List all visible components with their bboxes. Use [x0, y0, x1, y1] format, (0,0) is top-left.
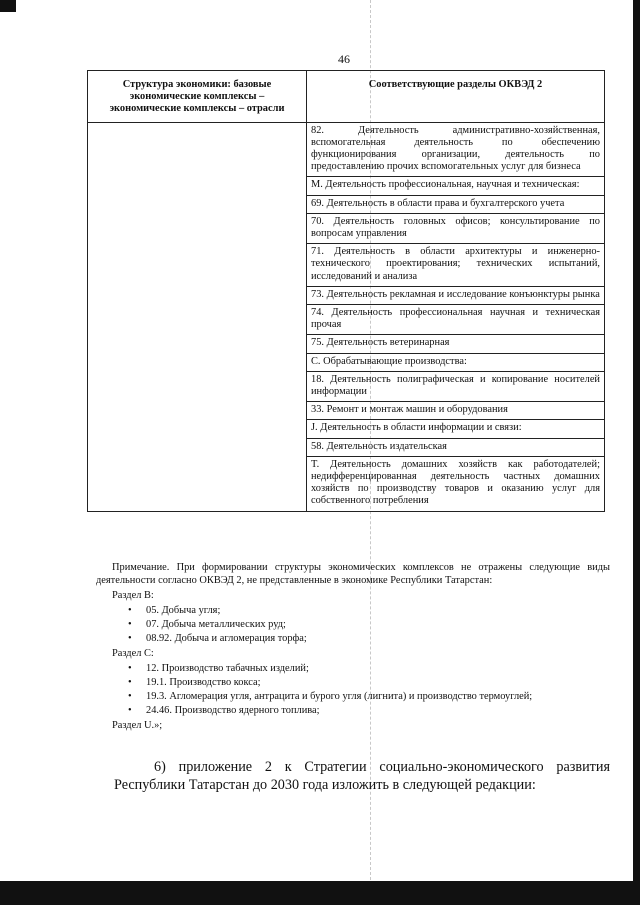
header-okved-sections: Соответствующие разделы ОКВЭД 2: [307, 71, 605, 123]
list-item: [128, 662, 610, 675]
bullet-icon: •: [128, 619, 132, 630]
okved-entry: M. Деятельность профессиональная, научная и техническая:: [307, 177, 604, 195]
header-structure: Структура экономики: базовые экономические комплексы – экономические комплексы – отрасли: [88, 71, 307, 123]
section-c-label: Раздел C:: [112, 648, 154, 659]
scan-border-top: [0, 0, 16, 12]
okved-table: [87, 70, 605, 512]
bullet-icon: •: [128, 605, 132, 616]
table-header-row: [88, 71, 605, 123]
okved-entry: 33. Ремонт и монтаж машин и оборудования: [307, 402, 604, 420]
okved-entry: J. Деятельность в области информации и связи:: [307, 420, 604, 438]
structure-cell: [88, 122, 307, 511]
list-item-text: 12. Производство табачных изделий;: [146, 663, 309, 674]
list-item: [128, 618, 610, 631]
list-item: [128, 632, 610, 645]
amendment-text: 6) приложение 2 к Стратегии социально-экономического развития Республики Татарстан до 2030 года изложить в следующей редакции:: [114, 759, 610, 793]
note-text: Примечание. При формировании структуры экономических комплексов не отражены следующие виды деятельности согласно ОКВЭД 2, не представленные в экономике Республики Татарстан:: [96, 562, 610, 586]
list-item-text: 19.3. Агломерация угля, антрацита и бурого угля (лигнита) и производство термоуглей;: [146, 691, 533, 702]
section-b-list: [112, 604, 610, 645]
bullet-icon: •: [128, 705, 132, 716]
bullet-icon: •: [128, 677, 132, 688]
okved-cell: [307, 122, 605, 511]
okved-entry: 58. Деятельность издательская: [307, 439, 604, 457]
list-item-text: 05. Добыча угля;: [146, 605, 221, 616]
okved-entry: C. Обрабатывающие производства:: [307, 354, 604, 372]
bullet-icon: •: [128, 633, 132, 644]
okved-entry: 73. Деятельность рекламная и исследование конъюнктуры рынка: [307, 287, 604, 305]
list-item-text: 07. Добыча металлических руд;: [146, 619, 286, 630]
scan-border-right: [633, 0, 640, 905]
okved-entry: 70. Деятельность головных офисов; консультирование по вопросам управления: [307, 214, 604, 244]
section-c-list: [112, 662, 610, 717]
okved-entry: 71. Деятельность в области архитектуры и инженерно-технического проектирования; технических испытаний, исследований и анализа: [307, 244, 604, 287]
page-number: 46: [338, 52, 350, 66]
section-b-label: Раздел B:: [112, 590, 154, 601]
list-item: [128, 690, 610, 703]
bullet-icon: •: [128, 691, 132, 702]
okved-entry: T. Деятельность домашних хозяйств как работодателей; недифференцированная деятельность частных домашних хозяйств по производству товаров и оказанию услуг для собственного потребления: [311, 458, 600, 507]
note-block: [96, 561, 610, 732]
okved-entry: 75. Деятельность ветеринарная: [307, 335, 604, 353]
list-item: [128, 676, 610, 689]
section-u-label: Раздел U.»;: [112, 720, 163, 731]
okved-entry: 74. Деятельность профессиональная научная и техническая прочая: [307, 305, 604, 335]
list-item-text: 24.46. Производство ядерного топлива;: [146, 705, 320, 716]
scan-border-bottom: [0, 881, 640, 905]
list-item: [128, 704, 610, 717]
table-row: [88, 122, 605, 511]
okved-entry: 82. Деятельность административно-хозяйственная, вспомогательная деятельность по обеспечению функционирования организации, деятельность по предоставлению прочих вспомогательных услуг для бизнеса: [307, 123, 604, 178]
bullet-icon: •: [128, 663, 132, 674]
okved-entry: 69. Деятельность в области права и бухгалтерского учета: [307, 196, 604, 214]
list-item: [128, 604, 610, 617]
amendment-paragraph: [114, 758, 610, 794]
list-item-text: 19.1. Производство кокса;: [146, 677, 261, 688]
list-item-text: 08.92. Добыча и агломерация торфа;: [146, 633, 307, 644]
okved-entry: 18. Деятельность полиграфическая и копирование носителей информации: [307, 372, 604, 402]
